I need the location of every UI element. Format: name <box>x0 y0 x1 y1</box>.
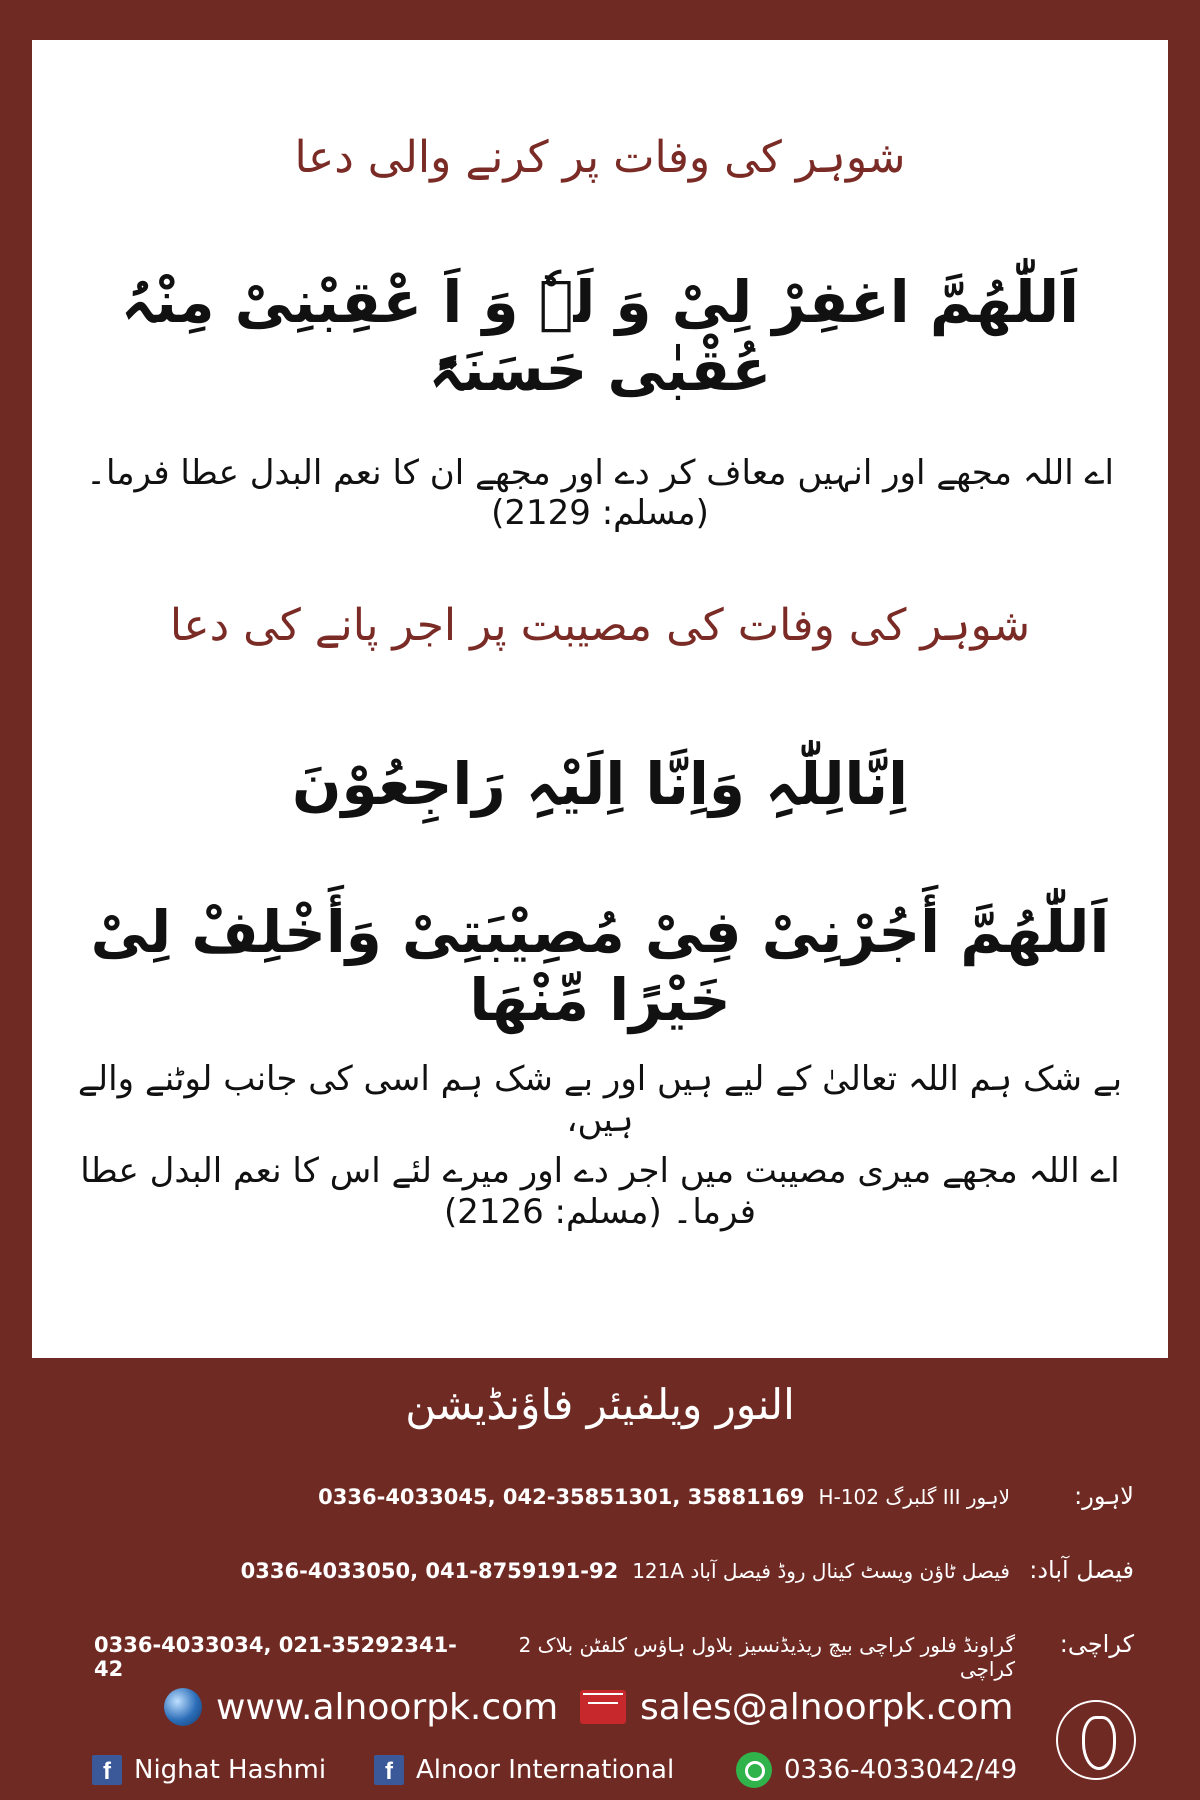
org-name: النور ویلفیئر فاؤنڈیشن <box>405 1380 795 1429</box>
address-phones[interactable]: 0336-4033034, 021-35292341-42 <box>94 1633 457 1681</box>
address-city: لاہور: <box>1074 1482 1134 1510</box>
section1-arabic-dua: اَللّٰھُمَّ اغفِرْ لِیْ وَ لَہٗ وَ اَ عْقِبْنِیْ مِنْہُ عُقْبٰی حَسَنَۃً <box>121 268 1079 404</box>
facebook-page-name[interactable]: Alnoor International <box>416 1755 675 1785</box>
address-city: کراچی: <box>1059 1630 1134 1658</box>
section2-translation-line1: بے شک ہم اللہ تعالیٰ کے لیے ہیں اور بے شک ہم اسی کی جانب لوٹنے والے ہیں، <box>77 1059 1123 1140</box>
whatsapp-number[interactable]: 0336-4033042/49 <box>784 1755 1018 1785</box>
address-phones[interactable]: 0336-4033045, 042-35851301, 35881169 <box>318 1485 805 1509</box>
alnoor-logo <box>1056 1700 1136 1780</box>
envelope-icon <box>580 1690 626 1724</box>
section2-arabic-line2: اَللّٰھُمَّ أَجُرْنِیْ فِیْ مُصِیْبَتِیْ وَأَخْلِفْ لِیْ خَیْرًا مِّنْھَا <box>90 898 1110 1034</box>
address-place: H-102 گلبرگ III لاہور <box>818 1485 1010 1509</box>
section2-arabic-line1: اِنَّالِلّٰہِ وَاِنَّا اِلَیْہِ رَاجِعُوْنَ <box>292 750 908 818</box>
address-place: 121A فیصل ٹاؤن ویسٹ کینال روڈ فیصل آباد <box>632 1559 1010 1583</box>
address-lahore <box>94 1482 1134 1510</box>
section1-translation: اے اللہ مجھے اور انہیں معاف کر دے اور مجھے ان کا نعم البدل عطا فرما۔ (مسلم: 2129) <box>86 453 1114 533</box>
section2-translation-line2: اے اللہ مجھے میری مصیبت میں اجر دے اور میرے لئے اس کا نعم البدل عطا فرما۔ (مسلم: 2126) <box>80 1151 1120 1232</box>
address-city: فیصل آباد: <box>1029 1556 1134 1584</box>
website-text[interactable]: www.alnoorpk.com <box>216 1686 559 1728</box>
address-phones[interactable]: 0336-4033050, 041-8759191-92 <box>240 1559 619 1583</box>
section1-heading: شوہر کی وفات پر کرنے والی دعا <box>294 132 906 183</box>
whatsapp-icon <box>736 1752 772 1788</box>
facebook-icon: f <box>92 1755 122 1785</box>
whatsapp-contact[interactable] <box>736 1750 1017 1790</box>
facebook-nighat-hashmi[interactable] <box>92 1750 326 1790</box>
facebook-alnoor-international[interactable] <box>374 1750 674 1790</box>
section2-heading: شوہر کی وفات کی مصیبت پر اجر پانے کی دعا <box>169 600 1031 651</box>
address-faisalabad <box>94 1556 1134 1584</box>
facebook-page-name[interactable]: Nighat Hashmi <box>134 1755 327 1785</box>
email-text[interactable]: sales@alnoorpk.com <box>640 1686 1014 1728</box>
facebook-icon: f <box>374 1755 404 1785</box>
address-place: گراونڈ فلور کراچی بیچ ریذیڈنسیز بلاول ہاؤس کلفٹن بلاک 2 کراچی <box>518 1633 1015 1681</box>
globe-icon <box>164 1688 202 1726</box>
dua-card <box>32 40 1168 1358</box>
website-link[interactable] <box>164 1682 558 1732</box>
email-link[interactable] <box>580 1682 1013 1732</box>
address-karachi <box>94 1630 1134 1681</box>
